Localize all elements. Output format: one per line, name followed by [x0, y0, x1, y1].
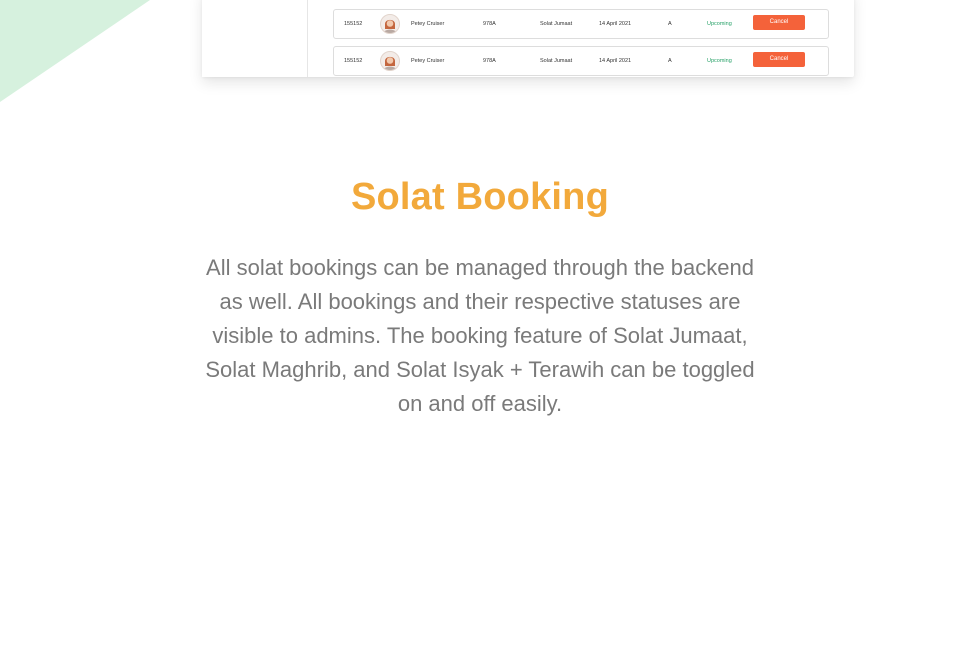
- booking-name: Petey Cruiser: [411, 58, 445, 64]
- table-row[interactable]: [333, 46, 829, 76]
- booking-date: 14 April 2021: [599, 58, 632, 64]
- cancel-button[interactable]: Cancel: [753, 15, 805, 30]
- booking-date: 14 April 2021: [599, 21, 632, 27]
- table-row[interactable]: [333, 9, 829, 39]
- section-description: All solat bookings can be managed through the backend as well. All bookings and their respective statuses are visible to admins. The booking feature of Solat Jumaat, Solat Maghrib, and Solat Isyak + Terawih can be toggled on and off easily.: [205, 255, 755, 416]
- admin-sidebar: [202, 0, 308, 77]
- booking-slot: A: [668, 21, 672, 27]
- booking-solat-type: Solat Jumaat: [540, 58, 573, 64]
- section-title: Solat Booking: [350, 176, 610, 218]
- booking-table-panel: [202, 0, 854, 77]
- booking-unit: 978A: [483, 58, 496, 64]
- user-avatar-icon: [380, 51, 400, 71]
- booking-unit: 978A: [483, 21, 496, 27]
- corner-decoration: [0, 0, 160, 110]
- cancel-button[interactable]: Cancel: [753, 52, 805, 67]
- user-avatar-icon: [380, 14, 400, 34]
- booking-solat-type: Solat Jumaat: [540, 21, 573, 27]
- booking-id: 155152: [344, 58, 363, 64]
- booking-slot: A: [668, 58, 672, 64]
- status-badge: Upcoming: [707, 21, 732, 27]
- booking-id: 155152: [344, 21, 363, 27]
- status-badge: Upcoming: [707, 58, 732, 64]
- booking-name: Petey Cruiser: [411, 21, 445, 27]
